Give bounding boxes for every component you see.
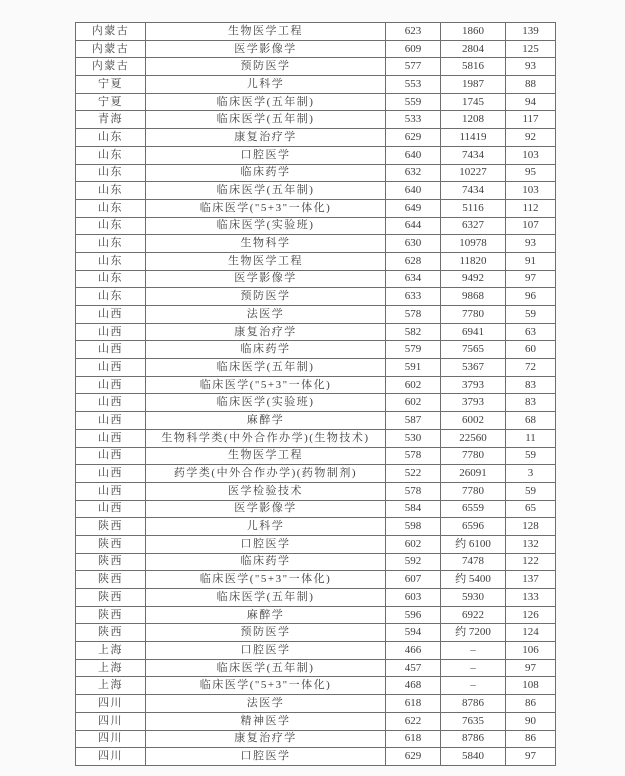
cell-major: 麻醉学 — [146, 412, 386, 430]
cell-num: 83 — [506, 376, 556, 394]
table-row — [76, 695, 556, 713]
cell-rank: 10227 — [441, 164, 506, 182]
cell-score: 633 — [386, 288, 441, 306]
cell-rank: 5840 — [441, 748, 506, 766]
cell-rank: 7780 — [441, 306, 506, 324]
cell-province: 内蒙古 — [76, 58, 146, 76]
cell-rank: 1987 — [441, 76, 506, 94]
cell-score: 594 — [386, 624, 441, 642]
table-row — [76, 677, 556, 695]
cell-major: 生物医学工程 — [146, 447, 386, 465]
cell-province: 山西 — [76, 394, 146, 412]
cell-province: 四川 — [76, 695, 146, 713]
cell-score: 602 — [386, 394, 441, 412]
cell-num: 68 — [506, 412, 556, 430]
table-row — [76, 712, 556, 730]
cell-num: 124 — [506, 624, 556, 642]
table-row — [76, 111, 556, 129]
cell-score: 634 — [386, 270, 441, 288]
cell-rank: 9868 — [441, 288, 506, 306]
cell-rank: 8786 — [441, 695, 506, 713]
cell-major: 临床医学(五年制) — [146, 182, 386, 200]
cell-num: 86 — [506, 695, 556, 713]
table-row — [76, 93, 556, 111]
cell-major: 医学影像学 — [146, 270, 386, 288]
cell-province: 陕西 — [76, 606, 146, 624]
cell-rank: 5816 — [441, 58, 506, 76]
cell-province: 陕西 — [76, 571, 146, 589]
cell-num: 125 — [506, 40, 556, 58]
cell-major: 临床医学(实验班) — [146, 394, 386, 412]
table-row — [76, 535, 556, 553]
cell-province: 山西 — [76, 482, 146, 500]
cell-major: 儿科学 — [146, 76, 386, 94]
cell-province: 山东 — [76, 252, 146, 270]
table-row — [76, 606, 556, 624]
cell-score: 579 — [386, 341, 441, 359]
cell-score: 618 — [386, 730, 441, 748]
cell-score: 623 — [386, 23, 441, 41]
cell-major: 临床医学("5+3"一体化) — [146, 199, 386, 217]
cell-province: 山东 — [76, 217, 146, 235]
cell-num: 137 — [506, 571, 556, 589]
table-row — [76, 518, 556, 536]
table-body — [76, 23, 556, 766]
table-row — [76, 235, 556, 253]
cell-province: 山东 — [76, 270, 146, 288]
table-row — [76, 306, 556, 324]
cell-major: 生物医学工程 — [146, 23, 386, 41]
table-row — [76, 482, 556, 500]
cell-num: 126 — [506, 606, 556, 624]
table-row — [76, 412, 556, 430]
cell-num: 132 — [506, 535, 556, 553]
cell-num: 92 — [506, 129, 556, 147]
table-row — [76, 642, 556, 660]
cell-num: 117 — [506, 111, 556, 129]
cell-rank: 9492 — [441, 270, 506, 288]
cell-score: 578 — [386, 306, 441, 324]
cell-score: 628 — [386, 252, 441, 270]
cell-rank: 10978 — [441, 235, 506, 253]
cell-num: 122 — [506, 553, 556, 571]
cell-province: 山西 — [76, 323, 146, 341]
table-row — [76, 624, 556, 642]
cell-num: 63 — [506, 323, 556, 341]
cell-score: 644 — [386, 217, 441, 235]
cell-num: 108 — [506, 677, 556, 695]
cell-score: 602 — [386, 376, 441, 394]
table-row — [76, 182, 556, 200]
cell-major: 临床药学 — [146, 341, 386, 359]
cell-num: 107 — [506, 217, 556, 235]
cell-score: 530 — [386, 429, 441, 447]
cell-major: 临床药学 — [146, 553, 386, 571]
cell-rank: – — [441, 677, 506, 695]
table-row — [76, 199, 556, 217]
table-row — [76, 748, 556, 766]
cell-province: 内蒙古 — [76, 23, 146, 41]
cell-num: 128 — [506, 518, 556, 536]
cell-score: 522 — [386, 465, 441, 483]
cell-province: 陕西 — [76, 589, 146, 607]
cell-major: 法医学 — [146, 306, 386, 324]
cell-num: 65 — [506, 500, 556, 518]
cell-province: 山东 — [76, 288, 146, 306]
cell-major: 临床医学("5+3"一体化) — [146, 376, 386, 394]
table-row — [76, 252, 556, 270]
table-row — [76, 429, 556, 447]
table-row — [76, 376, 556, 394]
cell-province: 四川 — [76, 748, 146, 766]
cell-num: 11 — [506, 429, 556, 447]
cell-num: 97 — [506, 659, 556, 677]
cell-score: 592 — [386, 553, 441, 571]
cell-major: 麻醉学 — [146, 606, 386, 624]
table-row — [76, 553, 556, 571]
cell-rank: 约 5400 — [441, 571, 506, 589]
cell-major: 预防医学 — [146, 58, 386, 76]
cell-province: 四川 — [76, 712, 146, 730]
cell-province: 上海 — [76, 677, 146, 695]
cell-province: 山西 — [76, 429, 146, 447]
cell-num: 59 — [506, 482, 556, 500]
cell-province: 山西 — [76, 465, 146, 483]
cell-major: 康复治疗学 — [146, 730, 386, 748]
table-row — [76, 323, 556, 341]
cell-rank: 6922 — [441, 606, 506, 624]
cell-province: 上海 — [76, 642, 146, 660]
cell-rank: 1860 — [441, 23, 506, 41]
cell-score: 603 — [386, 589, 441, 607]
cell-province: 上海 — [76, 659, 146, 677]
table-row — [76, 500, 556, 518]
cell-num: 88 — [506, 76, 556, 94]
cell-num: 94 — [506, 93, 556, 111]
cell-major: 临床医学("5+3"一体化) — [146, 677, 386, 695]
cell-num: 72 — [506, 359, 556, 377]
cell-province: 陕西 — [76, 624, 146, 642]
cell-rank: – — [441, 642, 506, 660]
table-row — [76, 465, 556, 483]
cell-major: 临床药学 — [146, 164, 386, 182]
cell-score: 629 — [386, 748, 441, 766]
cell-major: 临床医学(五年制) — [146, 359, 386, 377]
cell-rank: 3793 — [441, 394, 506, 412]
cell-province: 陕西 — [76, 518, 146, 536]
cell-province: 山东 — [76, 182, 146, 200]
cell-major: 临床医学(实验班) — [146, 217, 386, 235]
cell-major: 口腔医学 — [146, 748, 386, 766]
cell-province: 山东 — [76, 146, 146, 164]
cell-num: 95 — [506, 164, 556, 182]
cell-major: 预防医学 — [146, 624, 386, 642]
table-row — [76, 270, 556, 288]
cell-major: 口腔医学 — [146, 535, 386, 553]
cell-score: 559 — [386, 93, 441, 111]
cell-score: 602 — [386, 535, 441, 553]
cell-province: 山西 — [76, 341, 146, 359]
table-row — [76, 394, 556, 412]
cell-major: 临床医学(五年制) — [146, 589, 386, 607]
cell-province: 山东 — [76, 129, 146, 147]
table-row — [76, 76, 556, 94]
table-row — [76, 589, 556, 607]
cell-rank: 3793 — [441, 376, 506, 394]
table-row — [76, 129, 556, 147]
cell-rank: 22560 — [441, 429, 506, 447]
admission-scores-table — [75, 22, 556, 766]
cell-major: 临床医学(五年制) — [146, 659, 386, 677]
cell-major: 医学影像学 — [146, 500, 386, 518]
cell-major: 精神医学 — [146, 712, 386, 730]
cell-rank: 5930 — [441, 589, 506, 607]
table-row — [76, 146, 556, 164]
cell-score: 609 — [386, 40, 441, 58]
cell-rank: 6327 — [441, 217, 506, 235]
cell-province: 宁夏 — [76, 76, 146, 94]
cell-score: 553 — [386, 76, 441, 94]
cell-province: 山东 — [76, 235, 146, 253]
cell-score: 457 — [386, 659, 441, 677]
cell-num: 90 — [506, 712, 556, 730]
cell-major: 儿科学 — [146, 518, 386, 536]
cell-score: 578 — [386, 482, 441, 500]
cell-score: 640 — [386, 146, 441, 164]
cell-score: 466 — [386, 642, 441, 660]
cell-province: 宁夏 — [76, 93, 146, 111]
cell-score: 577 — [386, 58, 441, 76]
cell-rank: 7635 — [441, 712, 506, 730]
cell-province: 山西 — [76, 359, 146, 377]
cell-rank: 7780 — [441, 447, 506, 465]
cell-major: 生物科学 — [146, 235, 386, 253]
cell-rank: 1208 — [441, 111, 506, 129]
cell-score: 649 — [386, 199, 441, 217]
cell-rank: 约 7200 — [441, 624, 506, 642]
cell-score: 598 — [386, 518, 441, 536]
cell-score: 632 — [386, 164, 441, 182]
cell-province: 山西 — [76, 447, 146, 465]
cell-rank: 11419 — [441, 129, 506, 147]
cell-major: 临床医学(五年制) — [146, 93, 386, 111]
table-row — [76, 58, 556, 76]
table-row — [76, 571, 556, 589]
table-row — [76, 659, 556, 677]
cell-rank: 5116 — [441, 199, 506, 217]
cell-score: 596 — [386, 606, 441, 624]
cell-rank: 2804 — [441, 40, 506, 58]
cell-province: 山西 — [76, 412, 146, 430]
cell-major: 法医学 — [146, 695, 386, 713]
cell-rank: 26091 — [441, 465, 506, 483]
cell-rank: 7780 — [441, 482, 506, 500]
cell-num: 97 — [506, 748, 556, 766]
cell-score: 622 — [386, 712, 441, 730]
cell-province: 山西 — [76, 376, 146, 394]
cell-rank: 11820 — [441, 252, 506, 270]
cell-rank: 7565 — [441, 341, 506, 359]
table-row — [76, 730, 556, 748]
cell-rank: 6002 — [441, 412, 506, 430]
cell-num: 83 — [506, 394, 556, 412]
cell-rank: 7478 — [441, 553, 506, 571]
cell-province: 山西 — [76, 500, 146, 518]
cell-score: 607 — [386, 571, 441, 589]
table-row — [76, 40, 556, 58]
cell-num: 60 — [506, 341, 556, 359]
cell-rank: – — [441, 659, 506, 677]
cell-num: 97 — [506, 270, 556, 288]
cell-score: 468 — [386, 677, 441, 695]
cell-num: 86 — [506, 730, 556, 748]
cell-num: 139 — [506, 23, 556, 41]
table-row — [76, 341, 556, 359]
cell-num: 91 — [506, 252, 556, 270]
cell-rank: 7434 — [441, 182, 506, 200]
cell-score: 584 — [386, 500, 441, 518]
cell-score: 582 — [386, 323, 441, 341]
cell-score: 618 — [386, 695, 441, 713]
table-row — [76, 23, 556, 41]
cell-num: 112 — [506, 199, 556, 217]
cell-score: 640 — [386, 182, 441, 200]
table-row — [76, 447, 556, 465]
cell-rank: 6559 — [441, 500, 506, 518]
table-row — [76, 217, 556, 235]
table-row — [76, 359, 556, 377]
cell-num: 133 — [506, 589, 556, 607]
cell-major: 临床医学("5+3"一体化) — [146, 571, 386, 589]
cell-major: 药学类(中外合作办学)(药物制剂) — [146, 465, 386, 483]
cell-province: 青海 — [76, 111, 146, 129]
cell-province: 山西 — [76, 306, 146, 324]
cell-rank: 5367 — [441, 359, 506, 377]
cell-num: 3 — [506, 465, 556, 483]
cell-rank: 7434 — [441, 146, 506, 164]
cell-province: 陕西 — [76, 535, 146, 553]
cell-num: 103 — [506, 146, 556, 164]
cell-province: 山东 — [76, 164, 146, 182]
cell-rank: 6941 — [441, 323, 506, 341]
admission-scores-table-container — [75, 22, 555, 766]
cell-rank: 1745 — [441, 93, 506, 111]
cell-num: 93 — [506, 58, 556, 76]
cell-rank: 约 6100 — [441, 535, 506, 553]
cell-major: 医学检验技术 — [146, 482, 386, 500]
cell-score: 630 — [386, 235, 441, 253]
cell-province: 山东 — [76, 199, 146, 217]
table-row — [76, 288, 556, 306]
cell-num: 93 — [506, 235, 556, 253]
cell-num: 59 — [506, 306, 556, 324]
cell-major: 生物科学类(中外合作办学)(生物技术) — [146, 429, 386, 447]
cell-major: 口腔医学 — [146, 642, 386, 660]
table-row — [76, 164, 556, 182]
cell-major: 康复治疗学 — [146, 129, 386, 147]
cell-rank: 6596 — [441, 518, 506, 536]
cell-num: 106 — [506, 642, 556, 660]
cell-rank: 8786 — [441, 730, 506, 748]
cell-num: 103 — [506, 182, 556, 200]
cell-score: 587 — [386, 412, 441, 430]
cell-score: 629 — [386, 129, 441, 147]
cell-major: 康复治疗学 — [146, 323, 386, 341]
cell-major: 医学影像学 — [146, 40, 386, 58]
cell-province: 四川 — [76, 730, 146, 748]
cell-province: 内蒙古 — [76, 40, 146, 58]
cell-major: 临床医学(五年制) — [146, 111, 386, 129]
cell-major: 预防医学 — [146, 288, 386, 306]
cell-major: 生物医学工程 — [146, 252, 386, 270]
cell-province: 陕西 — [76, 553, 146, 571]
cell-num: 59 — [506, 447, 556, 465]
cell-major: 口腔医学 — [146, 146, 386, 164]
cell-score: 533 — [386, 111, 441, 129]
cell-score: 578 — [386, 447, 441, 465]
cell-score: 591 — [386, 359, 441, 377]
cell-num: 96 — [506, 288, 556, 306]
